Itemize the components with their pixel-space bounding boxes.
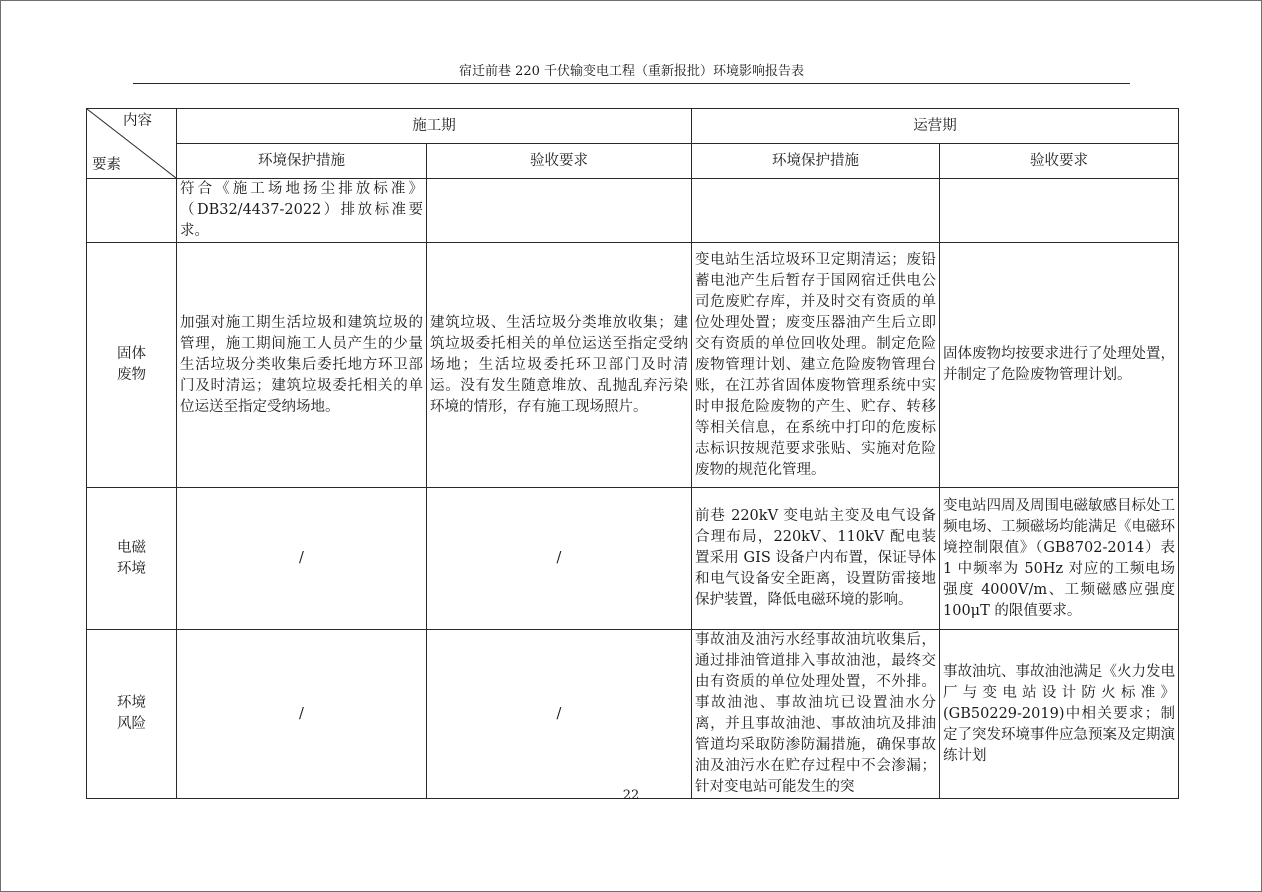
- construction-acceptance-cell: [427, 179, 692, 243]
- factor-cell: 环境风险: [87, 630, 177, 799]
- operation-measures-cell: 变电站生活垃圾环卫定期清运；废铅蓄电池产生后暂存于国网宿迁供电公司危废贮存库，并及时交有资质的单位处理处置；废变压器油产生后立即交有资质的单位回收处理。制定危险废物管理计划、建立危险废物管理台账，在江苏省固体废物管理系统中实时申报危险废物的产生、贮存、转移等相关信息，在系统中打印的危废标志标识按规范要求张贴、实施对危险废物的规范化管理。: [692, 243, 940, 488]
- factor-cell: [87, 179, 177, 243]
- operation-acceptance-cell: 固体废物均按要求进行了处理处置，并制定了危险废物管理计划。: [940, 243, 1179, 488]
- table-row: [87, 630, 1179, 799]
- corner-content-label: 内容: [123, 113, 152, 129]
- table-header-row: [87, 109, 1179, 144]
- construction-measures-header: 环境保护措施: [177, 144, 427, 179]
- construction-measures-cell: /: [177, 488, 427, 630]
- operation-period-header: 运营期: [692, 109, 1179, 144]
- table-row: [87, 488, 1179, 630]
- table-subheader-row: [87, 144, 1179, 179]
- construction-acceptance-cell: 建筑垃圾、生活垃圾分类堆放收集；建筑垃圾委托相关的单位运送至指定受纳场地；生活垃圾委托环卫部门及时清运。没有发生随意堆放、乱抛乱弃污染环境的情形，存有施工现场照片。: [427, 243, 692, 488]
- operation-measures-header: 环境保护措施: [692, 144, 940, 179]
- table-row: [87, 243, 1179, 488]
- corner-factor-label: 要素: [92, 157, 121, 173]
- page-number: 22: [622, 788, 640, 803]
- header-rule: [133, 83, 1130, 84]
- operation-acceptance-cell: 变电站四周及周围电磁敏感目标处工频电场、工频磁场均能满足《电磁环境控制限值》（GB8702-2014）表 1 中频率为 50Hz 对应的工频电场强度 4000V/m、工频磁感应强度 100μT 的限值要求。: [940, 488, 1179, 630]
- corner-cell: [87, 109, 177, 179]
- page-header-title: 宿迁前巷 220 千伏输变电工程（重新报批）环境影响报告表: [458, 64, 805, 79]
- construction-acceptance-cell: /: [427, 488, 692, 630]
- construction-acceptance-cell: /: [427, 630, 692, 799]
- construction-acceptance-header: 验收要求: [427, 144, 692, 179]
- operation-measures-cell: [692, 179, 940, 243]
- factor-cell: 固体废物: [87, 243, 177, 488]
- operation-acceptance-cell: [940, 179, 1179, 243]
- operation-measures-cell: 事故油及油污水经事故油坑收集后，通过排油管道排入事故油池，最终交由有资质的单位处理处置，不外排。事故油池、事故油坑已设置油水分离，并且事故油池、事故油坑及排油管道均采取防渗防漏措施，确保事故油及油污水在贮存过程中不会渗漏；针对变电站可能发生的突: [692, 630, 940, 799]
- factor-cell: 电磁环境: [87, 488, 177, 630]
- construction-measures-cell: /: [177, 630, 427, 799]
- construction-measures-cell: 加强对施工期生活垃圾和建筑垃圾的管理，施工期间施工人员产生的少量生活垃圾分类收集后委托地方环卫部门及时清运；建筑垃圾委托相关的单位运送至指定受纳场地。: [177, 243, 427, 488]
- operation-acceptance-header: 验收要求: [940, 144, 1179, 179]
- measures-table: [86, 108, 1179, 799]
- operation-measures-cell: 前巷 220kV 变电站主变及电气设备合理布局，220kV、110kV 配电装置采用 GIS 设备户内布置，保证导体和电气设备安全距离，设置防雷接地保护装置，降低电磁环境的影响。: [692, 488, 940, 630]
- table-row: [87, 179, 1179, 243]
- construction-measures-cell: 符合《施工场地扬尘排放标准》（DB32/4437-2022）排放标准要求。: [177, 179, 427, 243]
- construction-period-header: 施工期: [177, 109, 692, 144]
- operation-acceptance-cell: 事故油坑、事故油池满足《火力发电厂与变电站设计防火标准》(GB50229-2019)中相关要求；制定了突发环境事件应急预案及定期演练计划: [940, 630, 1179, 799]
